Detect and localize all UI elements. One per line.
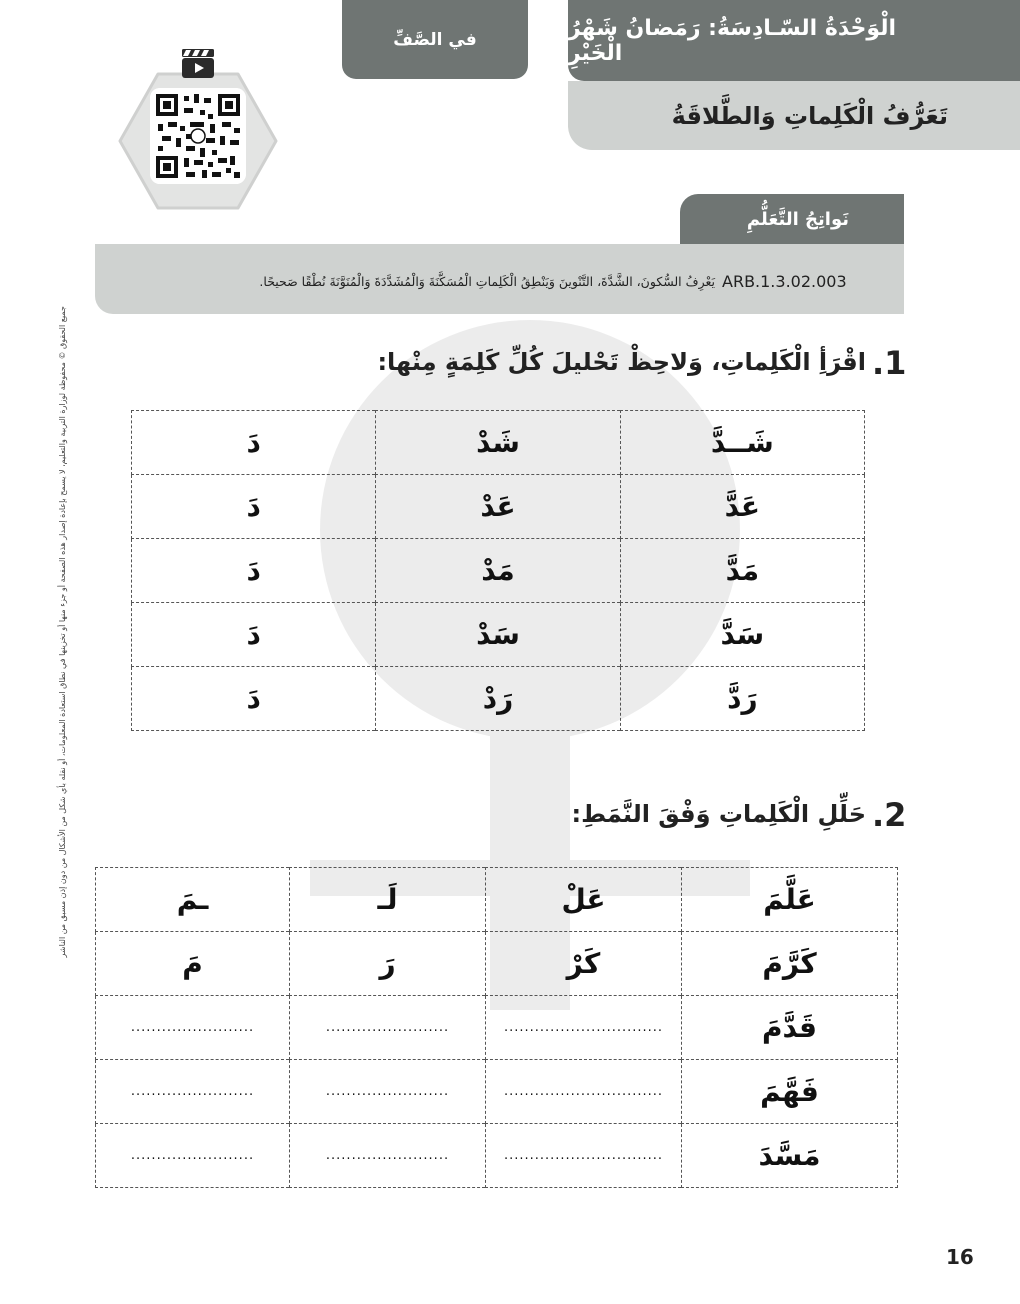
table-row [132, 603, 865, 667]
answer-blank[interactable]: ........................ [96, 996, 290, 1060]
question-1-text: اقْرَأِ الْكَلِماتِ، وَلاحِظْ تَحْليلَ كُلِّ كَلِمَةٍ مِنْها: [377, 348, 866, 376]
word-cell: مَسَّدَ [682, 1124, 898, 1188]
syllable-cell: مَدْ [376, 539, 620, 603]
table-row [132, 475, 865, 539]
syllable-cell: دَ [132, 475, 376, 539]
table-row [132, 667, 865, 731]
copyright-notice: جميع الحقوق © محفوظة لوزارة التربية والتعليم، لا يسمح بإعادة إصدار هذه الصفحة أو جزء منها أو تخزينها في نطاق استعادة المعلومات، أو نقله بأي شكل من الأشكال من دون إذن مسبق من الناشر [58, 306, 67, 958]
answer-blank[interactable]: ........................ [290, 1124, 486, 1188]
question-2-text: حَلِّلِ الْكَلِماتِ وَفْقَ النَّمَطِ: [571, 800, 866, 828]
answer-blank[interactable]: ............................... [486, 1124, 682, 1188]
outcome-text: يَعْرِفُ السُّكونَ، الشَّدَّةَ، التَّنْوينَ وَيَنْطِقُ الْكَلِماتِ الْمُسَكَّنَةَ وَالْمُشَدَّدَةَ وَالْمُنَوَّنَةَ نُطْقًا صَحيحًا. [259, 274, 715, 289]
answer-blank[interactable]: ............................... [486, 1060, 682, 1124]
word-cell: كَرَّمَ [682, 932, 898, 996]
outcome-code: ARB.1.3.02.003 [722, 272, 847, 291]
word-cell: قَدَّمَ [682, 996, 898, 1060]
table-row [132, 411, 865, 475]
unit-title: الْوَحْدَةُ السّـادِسَةُ: رَمَضانُ شَهْرُ الْخَيْرِ [568, 0, 1020, 81]
answer-blank[interactable]: ........................ [290, 1060, 486, 1124]
table-row [96, 932, 898, 996]
word-cell: عَدَّ [620, 475, 864, 539]
question-2-number: .2 [872, 796, 907, 834]
table-row [96, 1060, 898, 1124]
lesson-title: تَعَرُّفُ الْكَلِماتِ وَالطَّلاقَةُ [568, 81, 1020, 150]
word-cell: فَهَّمَ [682, 1060, 898, 1124]
letter-cell: ـمَ [96, 868, 290, 932]
table-row [96, 1124, 898, 1188]
syllable-cell: دَ [132, 667, 376, 731]
letter-cell: لَـ [290, 868, 486, 932]
syllable-cell: سَدْ [376, 603, 620, 667]
syllable-cell: دَ [132, 603, 376, 667]
question-1-number: .1 [872, 344, 907, 382]
word-cell: سَدَّ [620, 603, 864, 667]
table-row [132, 539, 865, 603]
page-number: 16 [946, 1245, 974, 1269]
word-cell: شَــدَّ [620, 411, 864, 475]
syllable-cell: عَلْ [486, 868, 682, 932]
video-clapper-icon [180, 46, 216, 80]
outcomes-title: نَواتِجُ التَّعَلُّمِ [680, 194, 904, 244]
qr-code[interactable] [150, 88, 246, 184]
class-tab: في الصَّفِّ [342, 0, 528, 79]
word-cell: رَدَّ [620, 667, 864, 731]
letter-cell: مَ [96, 932, 290, 996]
syllable-cell: رَدْ [376, 667, 620, 731]
syllable-cell: عَدْ [376, 475, 620, 539]
table-row [96, 996, 898, 1060]
question-2-table [95, 867, 898, 1188]
syllable-cell: دَ [132, 539, 376, 603]
word-cell: عَلَّمَ [682, 868, 898, 932]
table-row [96, 868, 898, 932]
syllable-cell: دَ [132, 411, 376, 475]
answer-blank[interactable]: ........................ [290, 996, 486, 1060]
word-cell: مَدَّ [620, 539, 864, 603]
syllable-cell: كَرْ [486, 932, 682, 996]
syllable-cell: شَدْ [376, 411, 620, 475]
question-1-table [131, 410, 865, 731]
letter-cell: رَ [290, 932, 486, 996]
answer-blank[interactable]: ............................... [486, 996, 682, 1060]
answer-blank[interactable]: ........................ [96, 1124, 290, 1188]
answer-blank[interactable]: ........................ [96, 1060, 290, 1124]
